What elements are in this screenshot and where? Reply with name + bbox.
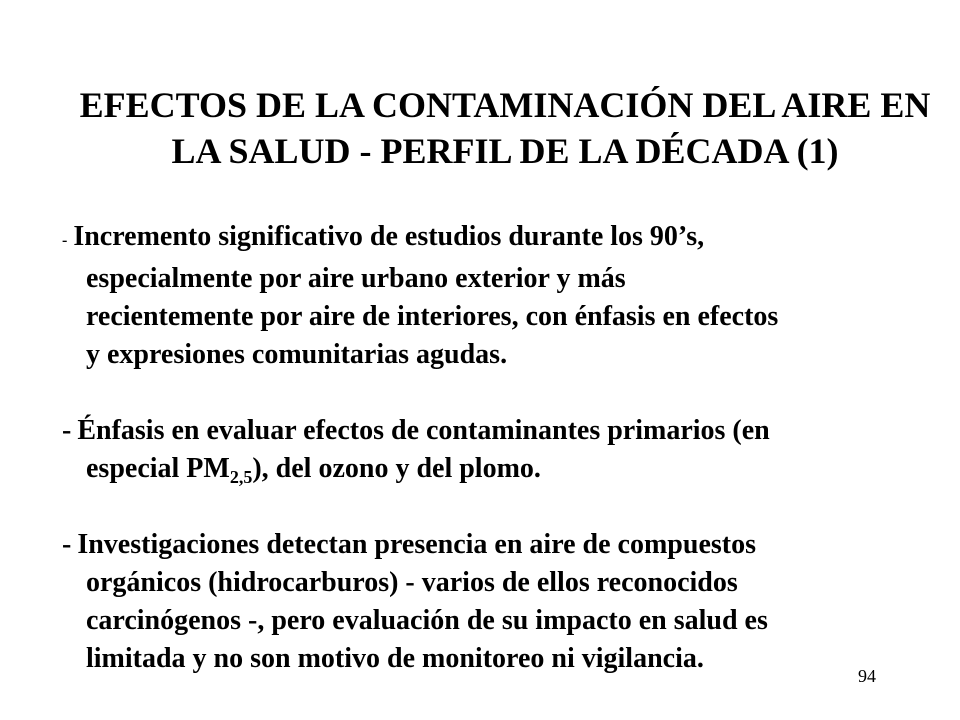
- page-number: 94: [858, 666, 876, 686]
- bullet-line: [62, 218, 932, 260]
- bullet-line: [62, 526, 932, 564]
- bullet-item-pollutants: [62, 412, 932, 488]
- title-line-1: EFECTOS DE LA CONTAMINACIÓN DEL AIRE EN: [79, 85, 931, 125]
- bullet-text: especial PM: [86, 453, 230, 484]
- bullet-line: limitada y no son motivo de monitoreo ni vigilancia.: [86, 643, 704, 674]
- bullet-dash: -: [62, 415, 72, 446]
- slide-title: [40, 82, 960, 174]
- bullet-line: recientemente por aire de interiores, con énfasis en efectos: [86, 301, 779, 332]
- bullet-text: ), del ozono y del plomo.: [252, 453, 541, 484]
- bullet-item-studies: [62, 218, 932, 374]
- bullet-text: Énfasis en evaluar efectos de contaminantes primarios (en: [77, 415, 770, 446]
- bullet-dash: -: [62, 529, 72, 560]
- bullet-text: Investigaciones detectan presencia en aire de compuestos: [77, 529, 756, 560]
- bullet-line: [62, 412, 932, 450]
- bullet-line: orgánicos (hidrocarburos) - varios de ellos reconocidos: [86, 567, 738, 598]
- title-line-2: LA SALUD - PERFIL DE LA DÉCADA (1): [171, 131, 839, 171]
- bullet-list: [62, 218, 932, 716]
- bullet-text: Incremento significativo de estudios durante los 90’s,: [73, 221, 705, 252]
- bullet-line: [62, 450, 932, 488]
- bullet-dash: -: [62, 232, 68, 249]
- bullet-item-research: [62, 526, 932, 678]
- subscript-pm: 2,5: [229, 467, 253, 487]
- bullet-line: y expresiones comunitarias agudas.: [86, 339, 508, 370]
- bullet-line: especialmente por aire urbano exterior y más: [86, 263, 626, 294]
- bullet-line: carcinógenos -, pero evaluación de su impacto en salud es: [86, 605, 768, 636]
